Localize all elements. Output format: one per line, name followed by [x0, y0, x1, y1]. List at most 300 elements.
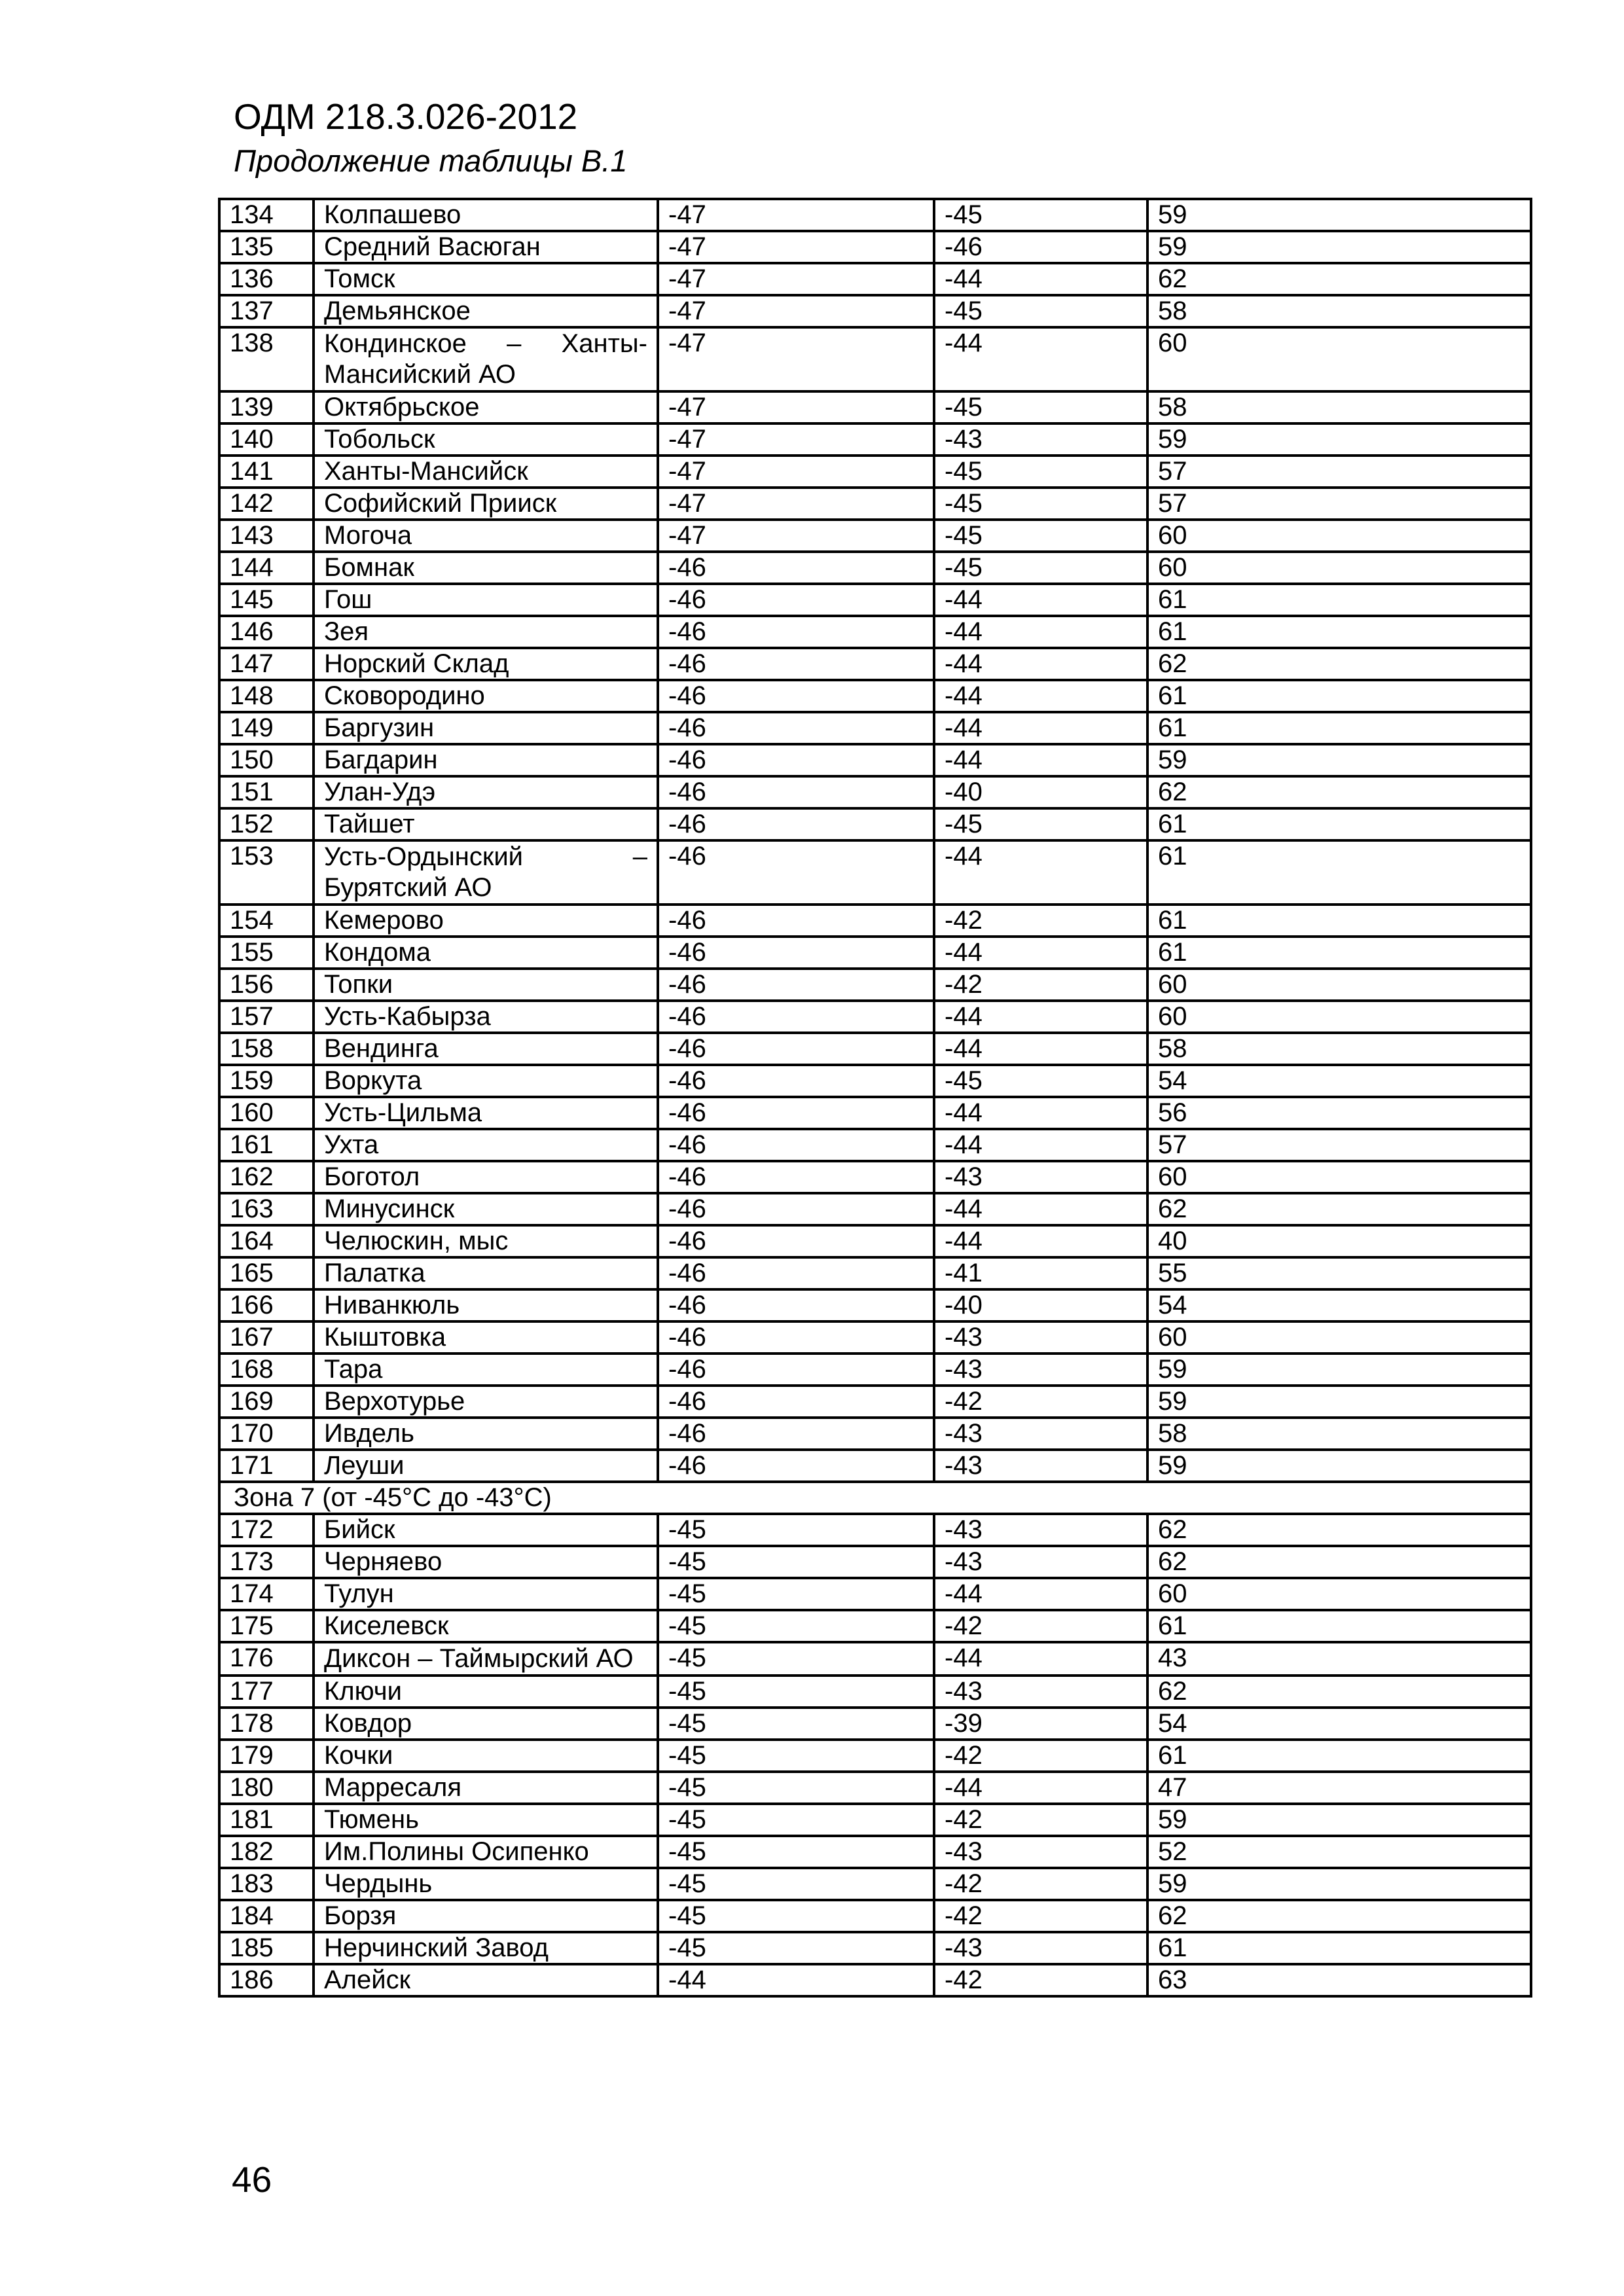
- station-name: Тара: [314, 1354, 658, 1386]
- row-number: 173: [219, 1546, 314, 1578]
- table-row: [219, 680, 1531, 712]
- value-col-1: -47: [658, 199, 934, 231]
- table-row: [219, 423, 1531, 456]
- value-col-2: -45: [934, 391, 1147, 423]
- station-name: Кочки: [314, 1740, 658, 1772]
- value-col-1: -45: [658, 1546, 934, 1578]
- station-name: Тюмень: [314, 1804, 658, 1836]
- row-number: 179: [219, 1740, 314, 1772]
- table-row: [219, 1129, 1531, 1161]
- value-col-1: -45: [658, 1610, 934, 1642]
- value-col-1: -47: [658, 295, 934, 327]
- value-col-3: 60: [1147, 520, 1531, 552]
- row-number: 140: [219, 423, 314, 456]
- station-name: Воркута: [314, 1065, 658, 1097]
- row-number: 142: [219, 488, 314, 520]
- table-row: [219, 1740, 1531, 1772]
- zone-header-row: [219, 1482, 1531, 1514]
- row-number: 154: [219, 905, 314, 937]
- row-number: 181: [219, 1804, 314, 1836]
- value-col-3: 54: [1147, 1289, 1531, 1321]
- value-col-2: -44: [934, 1225, 1147, 1257]
- value-col-1: -46: [658, 937, 934, 969]
- value-col-3: 57: [1147, 456, 1531, 488]
- value-col-2: -45: [934, 520, 1147, 552]
- row-number: 136: [219, 263, 314, 295]
- table-row: [219, 840, 1531, 905]
- row-number: 134: [219, 199, 314, 231]
- value-col-1: -45: [658, 1578, 934, 1610]
- table-row: [219, 1546, 1531, 1578]
- table-row: [219, 1161, 1531, 1193]
- value-col-3: 61: [1147, 840, 1531, 905]
- table-row: [219, 905, 1531, 937]
- row-number: 153: [219, 840, 314, 905]
- value-col-3: 56: [1147, 1097, 1531, 1129]
- station-name: Усть-Цильма: [314, 1097, 658, 1129]
- table-row: [219, 776, 1531, 808]
- value-col-2: -44: [934, 1772, 1147, 1804]
- row-number: 178: [219, 1708, 314, 1740]
- row-number: 174: [219, 1578, 314, 1610]
- value-col-3: 62: [1147, 1546, 1531, 1578]
- value-col-3: 63: [1147, 1964, 1531, 1996]
- station-name: Кемерово: [314, 905, 658, 937]
- table-row: [219, 1001, 1531, 1033]
- station-name: Усть-Кабырза: [314, 1001, 658, 1033]
- table-row: [219, 1578, 1531, 1610]
- row-number: 148: [219, 680, 314, 712]
- station-name: Октябрьское: [314, 391, 658, 423]
- value-col-2: -44: [934, 648, 1147, 680]
- value-col-1: -46: [658, 1161, 934, 1193]
- value-col-2: -43: [934, 1321, 1147, 1354]
- value-col-3: 59: [1147, 423, 1531, 456]
- value-col-2: -40: [934, 1289, 1147, 1321]
- row-number: 177: [219, 1676, 314, 1708]
- value-col-2: -45: [934, 199, 1147, 231]
- station-name: Боготол: [314, 1161, 658, 1193]
- value-col-2: -39: [934, 1708, 1147, 1740]
- value-col-3: 58: [1147, 1033, 1531, 1065]
- value-col-2: -44: [934, 263, 1147, 295]
- table-row: [219, 1932, 1531, 1964]
- value-col-3: 57: [1147, 1129, 1531, 1161]
- value-col-1: -46: [658, 552, 934, 584]
- value-col-2: -42: [934, 969, 1147, 1001]
- table-row: [219, 488, 1531, 520]
- station-name: Диксон – Таймырский АО: [314, 1642, 658, 1676]
- value-col-2: -44: [934, 744, 1147, 776]
- row-number: 172: [219, 1514, 314, 1546]
- station-name: Тобольск: [314, 423, 658, 456]
- row-number: 150: [219, 744, 314, 776]
- table-row: [219, 1097, 1531, 1129]
- station-name: Колпашево: [314, 199, 658, 231]
- row-number: 147: [219, 648, 314, 680]
- station-name: Вендинга: [314, 1033, 658, 1065]
- value-col-2: -44: [934, 1129, 1147, 1161]
- value-col-3: 59: [1147, 1386, 1531, 1418]
- station-name: Алейск: [314, 1964, 658, 1996]
- value-col-1: -46: [658, 1289, 934, 1321]
- value-col-3: 59: [1147, 1868, 1531, 1900]
- value-col-3: 54: [1147, 1708, 1531, 1740]
- value-col-1: -46: [658, 1225, 934, 1257]
- station-name: Кыштовка: [314, 1321, 658, 1354]
- station-name: Минусинск: [314, 1193, 658, 1225]
- value-col-3: 54: [1147, 1065, 1531, 1097]
- row-number: 155: [219, 937, 314, 969]
- station-name: Баргузин: [314, 712, 658, 744]
- value-col-1: -46: [658, 969, 934, 1001]
- value-col-3: 57: [1147, 488, 1531, 520]
- value-col-1: -47: [658, 520, 934, 552]
- value-col-2: -43: [934, 423, 1147, 456]
- table-row: [219, 1354, 1531, 1386]
- value-col-1: -46: [658, 1065, 934, 1097]
- value-col-1: -46: [658, 1097, 934, 1129]
- value-col-2: -43: [934, 1932, 1147, 1964]
- row-number: 182: [219, 1836, 314, 1868]
- row-number: 146: [219, 616, 314, 648]
- value-col-1: -45: [658, 1642, 934, 1676]
- row-number: 144: [219, 552, 314, 584]
- row-number: 183: [219, 1868, 314, 1900]
- value-col-3: 61: [1147, 808, 1531, 840]
- table-row: [219, 295, 1531, 327]
- row-number: 139: [219, 391, 314, 423]
- value-col-1: -46: [658, 1129, 934, 1161]
- value-col-2: -43: [934, 1546, 1147, 1578]
- value-col-1: -47: [658, 423, 934, 456]
- row-number: 159: [219, 1065, 314, 1097]
- station-name: Ковдор: [314, 1708, 658, 1740]
- value-col-3: 59: [1147, 1354, 1531, 1386]
- row-number: 180: [219, 1772, 314, 1804]
- value-col-3: 55: [1147, 1257, 1531, 1289]
- station-name: Сковородино: [314, 680, 658, 712]
- value-col-2: -42: [934, 1804, 1147, 1836]
- station-name: Ниванкюль: [314, 1289, 658, 1321]
- table-row: [219, 1418, 1531, 1450]
- station-name: Чердынь: [314, 1868, 658, 1900]
- station-name: Марресаля: [314, 1772, 658, 1804]
- value-col-3: 61: [1147, 1610, 1531, 1642]
- value-col-3: 62: [1147, 1514, 1531, 1546]
- row-number: 138: [219, 327, 314, 391]
- value-col-3: 62: [1147, 648, 1531, 680]
- value-col-1: -46: [658, 1001, 934, 1033]
- table-row: [219, 1289, 1531, 1321]
- row-number: 171: [219, 1450, 314, 1482]
- value-col-2: -44: [934, 1033, 1147, 1065]
- value-col-3: 60: [1147, 1001, 1531, 1033]
- station-name: Могоча: [314, 520, 658, 552]
- value-col-1: -47: [658, 327, 934, 391]
- value-col-1: -46: [658, 1193, 934, 1225]
- station-name: Нерчинский Завод: [314, 1932, 658, 1964]
- value-col-1: -46: [658, 840, 934, 905]
- row-number: 170: [219, 1418, 314, 1450]
- station-name: Топки: [314, 969, 658, 1001]
- value-col-2: -43: [934, 1161, 1147, 1193]
- station-name: Норский Склад: [314, 648, 658, 680]
- table-row: [219, 1065, 1531, 1097]
- value-col-1: -46: [658, 584, 934, 616]
- table-row: [219, 199, 1531, 231]
- value-col-2: -44: [934, 712, 1147, 744]
- value-col-1: -47: [658, 488, 934, 520]
- table-row: [219, 1772, 1531, 1804]
- value-col-2: -43: [934, 1836, 1147, 1868]
- table-row: [219, 1033, 1531, 1065]
- row-number: 151: [219, 776, 314, 808]
- value-col-3: 47: [1147, 1772, 1531, 1804]
- value-col-3: 60: [1147, 969, 1531, 1001]
- station-name: Киселевск: [314, 1610, 658, 1642]
- table-row: [219, 1964, 1531, 1996]
- value-col-2: -40: [934, 776, 1147, 808]
- row-number: 185: [219, 1932, 314, 1964]
- value-col-2: -43: [934, 1418, 1147, 1450]
- value-col-1: -46: [658, 905, 934, 937]
- value-col-2: -44: [934, 937, 1147, 969]
- station-name: Ключи: [314, 1676, 658, 1708]
- value-col-2: -44: [934, 584, 1147, 616]
- row-number: 164: [219, 1225, 314, 1257]
- value-col-1: -46: [658, 808, 934, 840]
- table-row: [219, 456, 1531, 488]
- table-row: [219, 552, 1531, 584]
- table-row: [219, 1321, 1531, 1354]
- table-row: [219, 648, 1531, 680]
- station-name: Бомнак: [314, 552, 658, 584]
- value-col-2: -45: [934, 808, 1147, 840]
- row-number: 186: [219, 1964, 314, 1996]
- row-number: 166: [219, 1289, 314, 1321]
- document-code: ОДМ 218.3.026-2012: [234, 96, 578, 137]
- station-name: Софийский Прииск: [314, 488, 658, 520]
- value-col-3: 60: [1147, 1578, 1531, 1610]
- table-row: [219, 969, 1531, 1001]
- value-col-1: -45: [658, 1932, 934, 1964]
- row-number: 152: [219, 808, 314, 840]
- value-col-1: -46: [658, 776, 934, 808]
- value-col-1: -45: [658, 1676, 934, 1708]
- value-col-3: 60: [1147, 1321, 1531, 1354]
- value-col-1: -46: [658, 616, 934, 648]
- value-col-2: -45: [934, 1065, 1147, 1097]
- row-number: 160: [219, 1097, 314, 1129]
- value-col-2: -45: [934, 488, 1147, 520]
- value-col-1: -45: [658, 1708, 934, 1740]
- row-number: 169: [219, 1386, 314, 1418]
- value-col-3: 59: [1147, 231, 1531, 263]
- row-number: 158: [219, 1033, 314, 1065]
- value-col-3: 62: [1147, 1193, 1531, 1225]
- station-name: Ханты-Мансийск: [314, 456, 658, 488]
- value-col-1: -45: [658, 1868, 934, 1900]
- row-number: 145: [219, 584, 314, 616]
- value-col-3: 59: [1147, 1804, 1531, 1836]
- value-col-1: -46: [658, 1386, 934, 1418]
- table-row: [219, 391, 1531, 423]
- value-col-1: -46: [658, 648, 934, 680]
- value-col-2: -43: [934, 1514, 1147, 1546]
- table-row: [219, 520, 1531, 552]
- value-col-3: 40: [1147, 1225, 1531, 1257]
- value-col-1: -45: [658, 1740, 934, 1772]
- value-col-3: 59: [1147, 744, 1531, 776]
- value-col-1: -46: [658, 1257, 934, 1289]
- table-row: [219, 1836, 1531, 1868]
- value-col-1: -46: [658, 1450, 934, 1482]
- value-col-2: -42: [934, 1964, 1147, 1996]
- station-name: Зея: [314, 616, 658, 648]
- zone-label: Зона 7 (от -45°C до -43°C): [219, 1482, 1531, 1514]
- value-col-3: 61: [1147, 616, 1531, 648]
- value-col-2: -42: [934, 1868, 1147, 1900]
- station-name: Багдарин: [314, 744, 658, 776]
- table-row: [219, 1708, 1531, 1740]
- value-col-2: -44: [934, 1097, 1147, 1129]
- table-row: [219, 231, 1531, 263]
- value-col-2: -44: [934, 1193, 1147, 1225]
- station-name: Палатка: [314, 1257, 658, 1289]
- value-col-3: 43: [1147, 1642, 1531, 1676]
- row-number: 161: [219, 1129, 314, 1161]
- table-row: [219, 1868, 1531, 1900]
- row-number: 163: [219, 1193, 314, 1225]
- value-col-3: 61: [1147, 937, 1531, 969]
- table-row: [219, 1225, 1531, 1257]
- value-col-3: 62: [1147, 1676, 1531, 1708]
- value-col-2: -43: [934, 1354, 1147, 1386]
- value-col-2: -43: [934, 1450, 1147, 1482]
- table-row: [219, 1386, 1531, 1418]
- station-name: Им.Полины Осипенко: [314, 1836, 658, 1868]
- value-col-1: -45: [658, 1836, 934, 1868]
- station-name: Улан-Удэ: [314, 776, 658, 808]
- value-col-2: -45: [934, 295, 1147, 327]
- value-col-1: -46: [658, 1321, 934, 1354]
- station-name: Кондома: [314, 937, 658, 969]
- station-name: Гош: [314, 584, 658, 616]
- value-col-1: -46: [658, 712, 934, 744]
- row-number: 137: [219, 295, 314, 327]
- value-col-1: -46: [658, 680, 934, 712]
- station-name: Челюскин, мыс: [314, 1225, 658, 1257]
- value-col-3: 61: [1147, 1740, 1531, 1772]
- value-col-3: 60: [1147, 552, 1531, 584]
- station-name: Черняево: [314, 1546, 658, 1578]
- row-number: 135: [219, 231, 314, 263]
- value-col-3: 61: [1147, 712, 1531, 744]
- station-name: Средний Васюган: [314, 231, 658, 263]
- value-col-1: -47: [658, 391, 934, 423]
- value-col-2: -44: [934, 1001, 1147, 1033]
- value-col-3: 61: [1147, 1932, 1531, 1964]
- value-col-2: -44: [934, 327, 1147, 391]
- value-col-2: -42: [934, 905, 1147, 937]
- climate-data-table: [218, 198, 1532, 1998]
- value-col-1: -47: [658, 456, 934, 488]
- page-number: 46: [232, 2159, 272, 2200]
- table-row: [219, 1450, 1531, 1482]
- value-col-3: 62: [1147, 776, 1531, 808]
- value-col-3: 58: [1147, 1418, 1531, 1450]
- value-col-3: 52: [1147, 1836, 1531, 1868]
- station-name: Тулун: [314, 1578, 658, 1610]
- row-number: 175: [219, 1610, 314, 1642]
- value-col-2: -42: [934, 1740, 1147, 1772]
- row-number: 168: [219, 1354, 314, 1386]
- table-row: [219, 1257, 1531, 1289]
- value-col-1: -47: [658, 263, 934, 295]
- value-col-3: 60: [1147, 1161, 1531, 1193]
- row-number: 165: [219, 1257, 314, 1289]
- station-name: Тайшет: [314, 808, 658, 840]
- station-name: Леуши: [314, 1450, 658, 1482]
- table-continuation-caption: Продолжение таблицы В.1: [234, 143, 628, 178]
- row-number: 143: [219, 520, 314, 552]
- row-number: 184: [219, 1900, 314, 1932]
- row-number: 149: [219, 712, 314, 744]
- value-col-2: -42: [934, 1386, 1147, 1418]
- value-col-3: 59: [1147, 1450, 1531, 1482]
- table-row: [219, 616, 1531, 648]
- station-name: Верхотурье: [314, 1386, 658, 1418]
- value-col-1: -47: [658, 231, 934, 263]
- value-col-2: -42: [934, 1900, 1147, 1932]
- table-row: [219, 744, 1531, 776]
- table-row: [219, 712, 1531, 744]
- row-number: 162: [219, 1161, 314, 1193]
- value-col-2: -45: [934, 456, 1147, 488]
- table-body: [219, 199, 1531, 1996]
- value-col-2: -45: [934, 552, 1147, 584]
- table-row: [219, 808, 1531, 840]
- value-col-2: -46: [934, 231, 1147, 263]
- table-row: [219, 1804, 1531, 1836]
- station-name: Кондинское – Ханты-Мансийский АО: [314, 327, 658, 391]
- value-col-1: -46: [658, 1418, 934, 1450]
- table-row: [219, 1193, 1531, 1225]
- table-row: [219, 327, 1531, 391]
- value-col-2: -44: [934, 1642, 1147, 1676]
- value-col-2: -44: [934, 840, 1147, 905]
- row-number: 157: [219, 1001, 314, 1033]
- table-row: [219, 1514, 1531, 1546]
- table-row: [219, 1642, 1531, 1676]
- station-name: Усть-Ордынский – Бурятский АО: [314, 840, 658, 905]
- value-col-3: 58: [1147, 295, 1531, 327]
- value-col-1: -46: [658, 1033, 934, 1065]
- table-row: [219, 1900, 1531, 1932]
- row-number: 176: [219, 1642, 314, 1676]
- value-col-3: 58: [1147, 391, 1531, 423]
- value-col-1: -46: [658, 744, 934, 776]
- station-name: Ивдель: [314, 1418, 658, 1450]
- value-col-2: -44: [934, 616, 1147, 648]
- value-col-3: 61: [1147, 905, 1531, 937]
- row-number: 156: [219, 969, 314, 1001]
- table-row: [219, 1676, 1531, 1708]
- station-name: Бийск: [314, 1514, 658, 1546]
- value-col-3: 61: [1147, 584, 1531, 616]
- table-row: [219, 584, 1531, 616]
